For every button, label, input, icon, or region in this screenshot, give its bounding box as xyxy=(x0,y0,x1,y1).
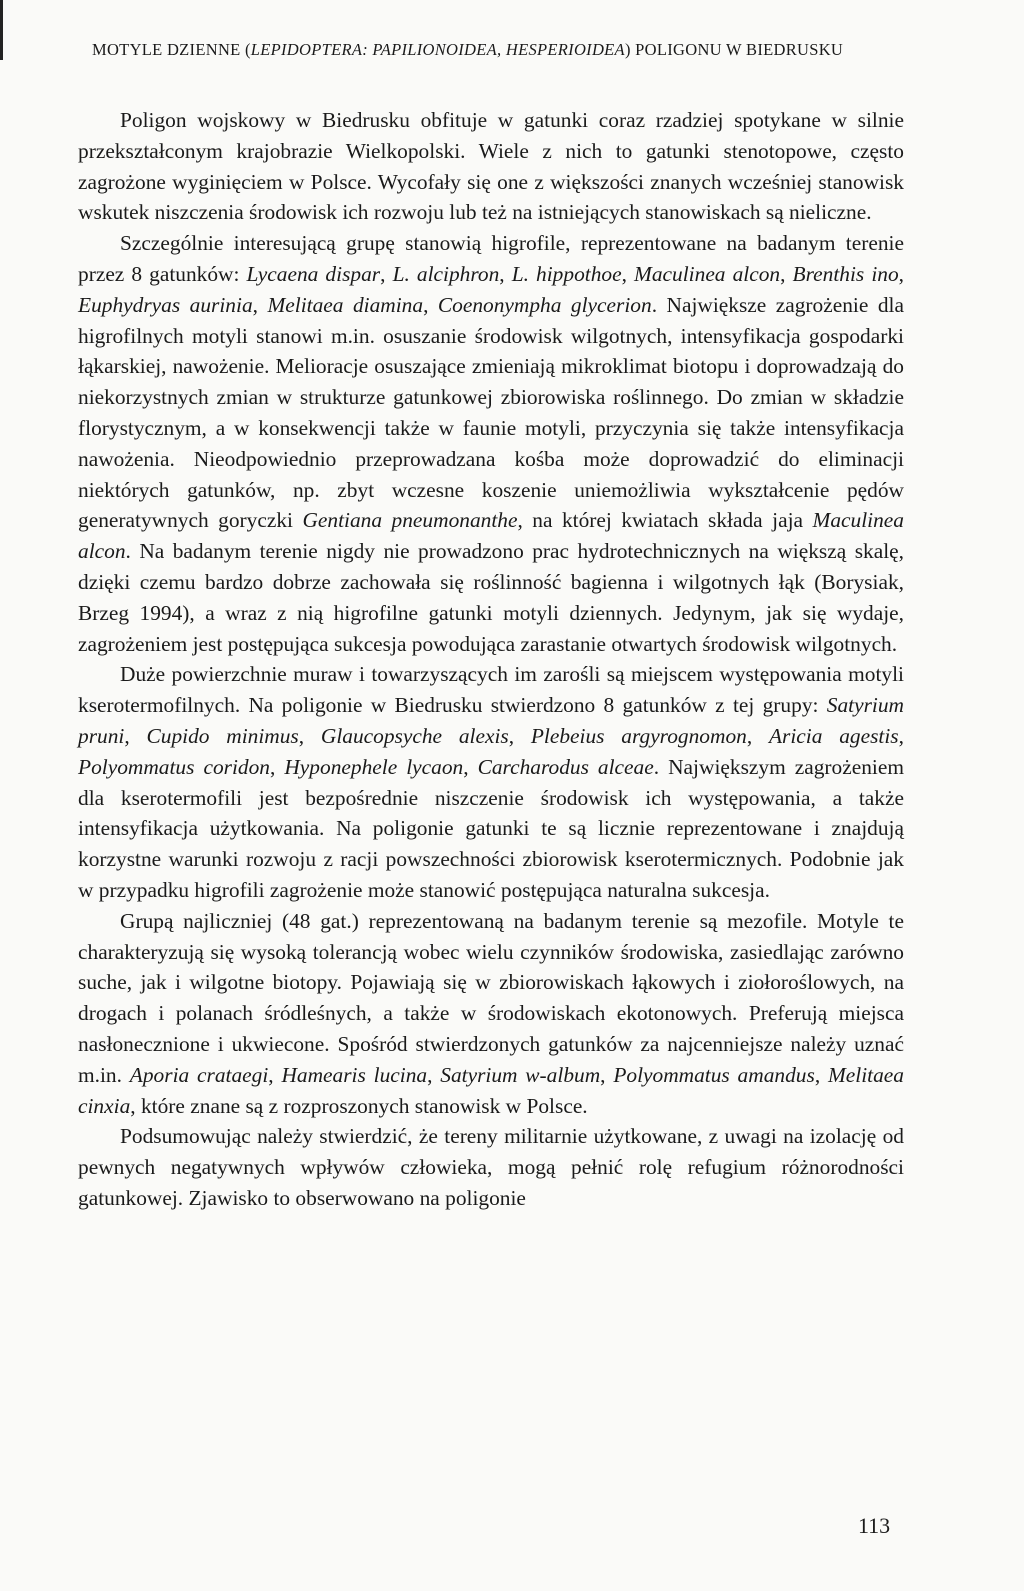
species-name: Aricia agestis xyxy=(768,723,899,748)
text-run: , xyxy=(270,754,285,779)
text-run: , xyxy=(463,754,478,779)
text-run: , xyxy=(898,261,905,286)
species-name: Polyommatus coridon xyxy=(78,754,270,779)
species-name: Hyponephele lycaon xyxy=(284,754,464,779)
species-name: Plebeius argyrognomon xyxy=(530,723,747,748)
text-run: , xyxy=(508,723,531,748)
paragraph xyxy=(78,228,904,659)
paragraph xyxy=(78,1121,904,1213)
body-text xyxy=(78,105,904,1214)
species-name: Satyrium w-album xyxy=(440,1062,601,1087)
text-run: . Na badanym terenie nigdy nie prowadzono prac hydrotechnicznych na większą skalę, dzięki czemu bardzo dobrze zachowała się roślinność bagienna i wilgotnych łąk (Borysiak, Brzeg 1994), a wraz z nią higrofilne gatunki motyli dziennych. Jedynym, jak się wydaje, zagrożeniem jest postępująca sukcesja powodująca zarastanie otwartych środowisk wilgotnych. xyxy=(78,539,904,656)
text-run: Szczególnie interesującą grupę stanowią higrofile, reprezentowane na badanym terenie przez 8 gatunków: xyxy=(78,231,904,286)
species-name: Glaucopsyche alexis xyxy=(320,723,509,748)
species-name: Aporia crataegi xyxy=(129,1062,269,1087)
text-run: Podsumowując należy stwierdzić, że tereny militarnie użytkowane, z uwagi na izolację od pewnych negatywnych wpływów człowieka, mogą pełnić rolę refugium różnorodności gatunkowej. Zjawisko to obserwowano na poligonie xyxy=(78,1124,904,1210)
page-edge-mark xyxy=(0,0,3,60)
text-run: , na której kwiatach składa jaja xyxy=(517,508,813,533)
text-run: . Największym zagrożeniem dla kserotermofili jest bezpośrednie niszczenie środowisk ich występowania, a także intensyfikacja użytkowania. Na poligonie gatunki te są licznie reprezentowane i znajdują korzystne warunki rozwoju z racji powszechności zbiorowisk kserotermicznych. Podobnie jak w przypadku higrofili zagrożenie może stanowić postępująca naturalna sukcesja. xyxy=(78,754,904,902)
species-name: Maculinea alcon xyxy=(634,261,781,286)
species-name: L. hippothoe xyxy=(511,261,622,286)
text-run: , xyxy=(814,1062,828,1087)
text-run: , xyxy=(427,1062,441,1087)
text-run: , xyxy=(298,723,321,748)
species-name: Gentiana pneumonanthe xyxy=(302,508,518,533)
page-number: 113 xyxy=(858,1513,891,1538)
species-name: Cupido minimus xyxy=(146,723,299,748)
species-name: Satyrium pruni xyxy=(78,693,904,748)
paragraph xyxy=(78,906,904,1122)
text-run: , xyxy=(499,261,512,286)
species-name: Coenonympha glycerion xyxy=(437,292,652,317)
running-header-taxa: LEPIDOPTERA: PAPILIONOIDEA, HESPERIOIDEA xyxy=(250,40,625,59)
species-name: Polyommatus amandus xyxy=(613,1062,815,1087)
species-name: Melitaea cinxia xyxy=(78,1062,904,1118)
text-run: , xyxy=(746,723,769,748)
species-name: Brenthis ino xyxy=(792,261,899,286)
running-header xyxy=(92,40,952,60)
species-name: Lycaena dispar xyxy=(246,261,381,286)
species-name: Carcharodus alceae xyxy=(477,754,654,779)
text-run: , xyxy=(124,723,147,748)
text-run: . Największe zagrożenie dla higrofilnych motyli stanowi m.in. osuszanie środowisk wilgotnych, intensyfikacja gospodarki łąkarskiej, nawożenie. Melioracje osuszające zmieniają mikroklimat biotopu i doprowadzają do niekorzystnych zmian w strukturze gatunkowej zbiorowiska roślinnego. Do zmian w składzie florystycznym, a w konsekwencji także w faunie motyli, przyczynia się także intensyfikacja nawożenia. Nieodpowiednio przeprowadzana kośba może doprowadzić do eliminacji niektórych gatunków, np. zbyt wczesne koszenie uniemożliwia wykształcenie pędów generatywnych goryczki xyxy=(78,292,904,533)
species-name: Maculinea alcon xyxy=(78,508,904,564)
species-name: Hamearis lucina xyxy=(281,1062,428,1087)
running-header-text: MOTYLE DZIENNE ( xyxy=(92,40,251,59)
text-run: , xyxy=(898,723,904,748)
text-run: , które znane są z rozproszonych stanowisk w Polsce. xyxy=(130,1093,588,1118)
text-run: , xyxy=(423,292,438,317)
species-name: L. alciphron xyxy=(392,261,500,286)
text-run: , xyxy=(380,261,393,286)
text-run: , xyxy=(268,1062,282,1087)
text-run: , xyxy=(252,292,268,317)
text-run: , xyxy=(780,261,793,286)
text-run: , xyxy=(600,1062,614,1087)
paragraph xyxy=(78,105,904,228)
text-run: Poligon wojskowy w Biedrusku obfituje w gatunki coraz rzadziej spotykane w silnie przekształconym krajobrazie Wielkopolski. Wiele z nich to gatunki stenotopowe, często zagrożone wyginięciem w Polsce. Wycofały się one z większości znanych wcześniej stanowisk wskutek niszczenia środowisk ich rozwoju lub też na istniejących stanowiskach są nieliczne. xyxy=(78,108,904,225)
species-name: Euphydryas aurinia xyxy=(78,292,253,317)
species-name: Melitaea diamina xyxy=(267,292,424,317)
running-header-location: ) POLIGONU W BIEDRUSKU xyxy=(624,40,844,59)
text-run: , xyxy=(621,261,635,286)
paragraph xyxy=(78,659,904,905)
text-run: Grupą najliczniej (48 gat.) reprezentowaną na badanym terenie są mezofile. Motyle te charakteryzują się wysoką tolerancją wobec wielu czynników środowiska, zasiedlając zarówno suche, jak i wilgotne biotopy. Pojawiają się w zbiorowiskach łąkowych i ziołoroślowych, na drogach i polanach śródleśnych, a także w środowiskach ekotonowych. Preferują miejsca nasłonecznione i ukwiecone. Spośród stwierdzonych gatunków za najcenniejsze należy uznać m.in. xyxy=(78,908,904,1087)
text-run: Duże powierzchnie muraw i towarzyszących im zarośli są miejscem występowania motyli kserotermofilnych. Na poligonie w Biedrusku stwierdzono 8 gatunków z tej grupy: xyxy=(78,662,904,718)
